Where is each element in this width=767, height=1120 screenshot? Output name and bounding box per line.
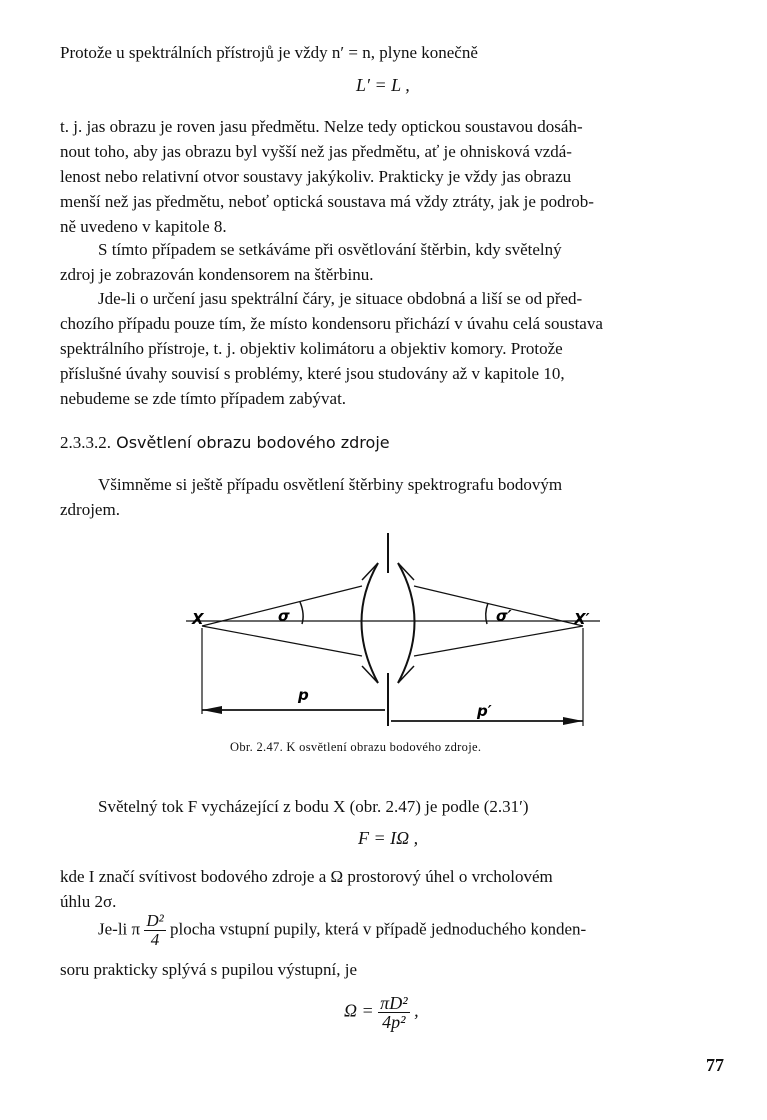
text-line: t. j. jas obrazu je roven jasu předmětu. Nelze tedy optickou soustavou dosáh- [60,117,583,136]
equation-comma: , [414,1000,419,1021]
text-line: zdroj je zobrazován kondensorem na štěrbinu. [60,265,374,284]
paragraph-7 [60,912,730,983]
label-object-x: X [192,610,204,628]
section-heading [60,433,390,453]
text-line: spektrálního přístroje, t. j. objektiv kolimátoru a objektiv komory. Protože [60,339,563,358]
text-line: úhlu 2σ. [60,892,117,911]
label-sigma: σ [278,607,290,625]
lens-bottom-edge-right [398,666,414,683]
label-image-x: X′ [574,610,590,628]
equation-solid-angle [344,994,419,1031]
fraction-pupil-area [144,912,165,949]
section-number: 2.3.3.2. [60,433,111,452]
label-sigma-prime: σ′ [496,607,512,625]
paragraph-4 [60,472,730,522]
text-line: Všimněme si ještě případu osvětlení štěrbiny spektrografu bodovým [98,475,563,494]
text-line: S tímto případem se setkáváme při osvětlování štěrbin, kdy světelný [98,240,562,259]
text-line: Jde-li o určení jasu spektrální čáry, je situace obdobná a liší se od před- [98,289,583,308]
paragraph-1 [60,114,730,239]
text-line: nout toho, aby jas obrazu byl vyšší než jas předmětu, ať je ohnisková vzdá- [60,142,572,161]
paragraph-2 [60,237,730,287]
text-line: ně uvedeno v kapitole 8. [60,217,227,236]
text-line [60,912,730,949]
intro-line: Protože u spektrálních přístrojů je vždy n′ = n, plyne konečně [60,43,478,62]
text-run: Je-li π [98,919,141,939]
ray-object-lower [202,626,362,656]
text-line: lenost nebo relativní otvor soustavy jakýkoliv. Prakticky je vždy jas obrazu [60,167,572,186]
equation-lhs: Ω = [344,1000,374,1021]
label-p: p [298,686,309,704]
text-line: kde I značí svítivost bodového zdroje a Ω prostorový úhel o vrcholovém [60,867,553,886]
lens-bottom-edge-left [362,666,378,683]
fraction-numerator: D² [146,911,164,930]
page-number: 77 [706,1055,724,1075]
text-line: soru prakticky splývá s pupilou výstupní, je [60,960,358,979]
fraction-solid-angle [378,994,409,1031]
text-run: plocha vstupní pupily, která v případě jednoduchého konden- [169,919,587,939]
dimension-pp-arrow [563,717,583,725]
fraction-denominator: 4 [150,930,160,949]
text-line: chozího případu pouze tím, že místo kondensoru přichází v úvahu celá soustava [60,314,603,333]
lens-right-half [398,563,415,683]
text-line: menší než jas předmětu, neboť optická soustava má vždy ztráty, jak je podrob- [60,192,594,211]
ray-image-lower [414,626,583,656]
paragraph-6 [60,864,730,914]
text-line: nebudeme se zde tímto případem zabývat. [60,389,347,408]
section-title: Osvětlení obrazu bodového zdroje [116,433,390,452]
paragraph-3 [60,286,730,411]
paragraph-5: Světelný tok F vycházející z bodu X (obr. 2.47) je podle (2.31′) [98,797,529,816]
lens-left-half [362,563,379,683]
dimension-p-arrow [202,706,222,714]
fraction-denominator: 4p² [382,1012,406,1032]
lens-diagram [0,528,767,738]
text-line: příslušné úvahy souvisí s problémy, které jsou studovány až v kapitole 10, [60,364,565,383]
figure-caption: Obr. 2.47. K osvětlení obrazu bodového zdroje. [230,740,482,754]
equation-flux: F = IΩ , [358,828,419,848]
fraction-numerator: πD² [380,993,408,1013]
label-p-prime: p′ [477,702,492,720]
equation-luminance: L′ = L , [356,75,410,95]
text-line: zdrojem. [60,500,120,519]
